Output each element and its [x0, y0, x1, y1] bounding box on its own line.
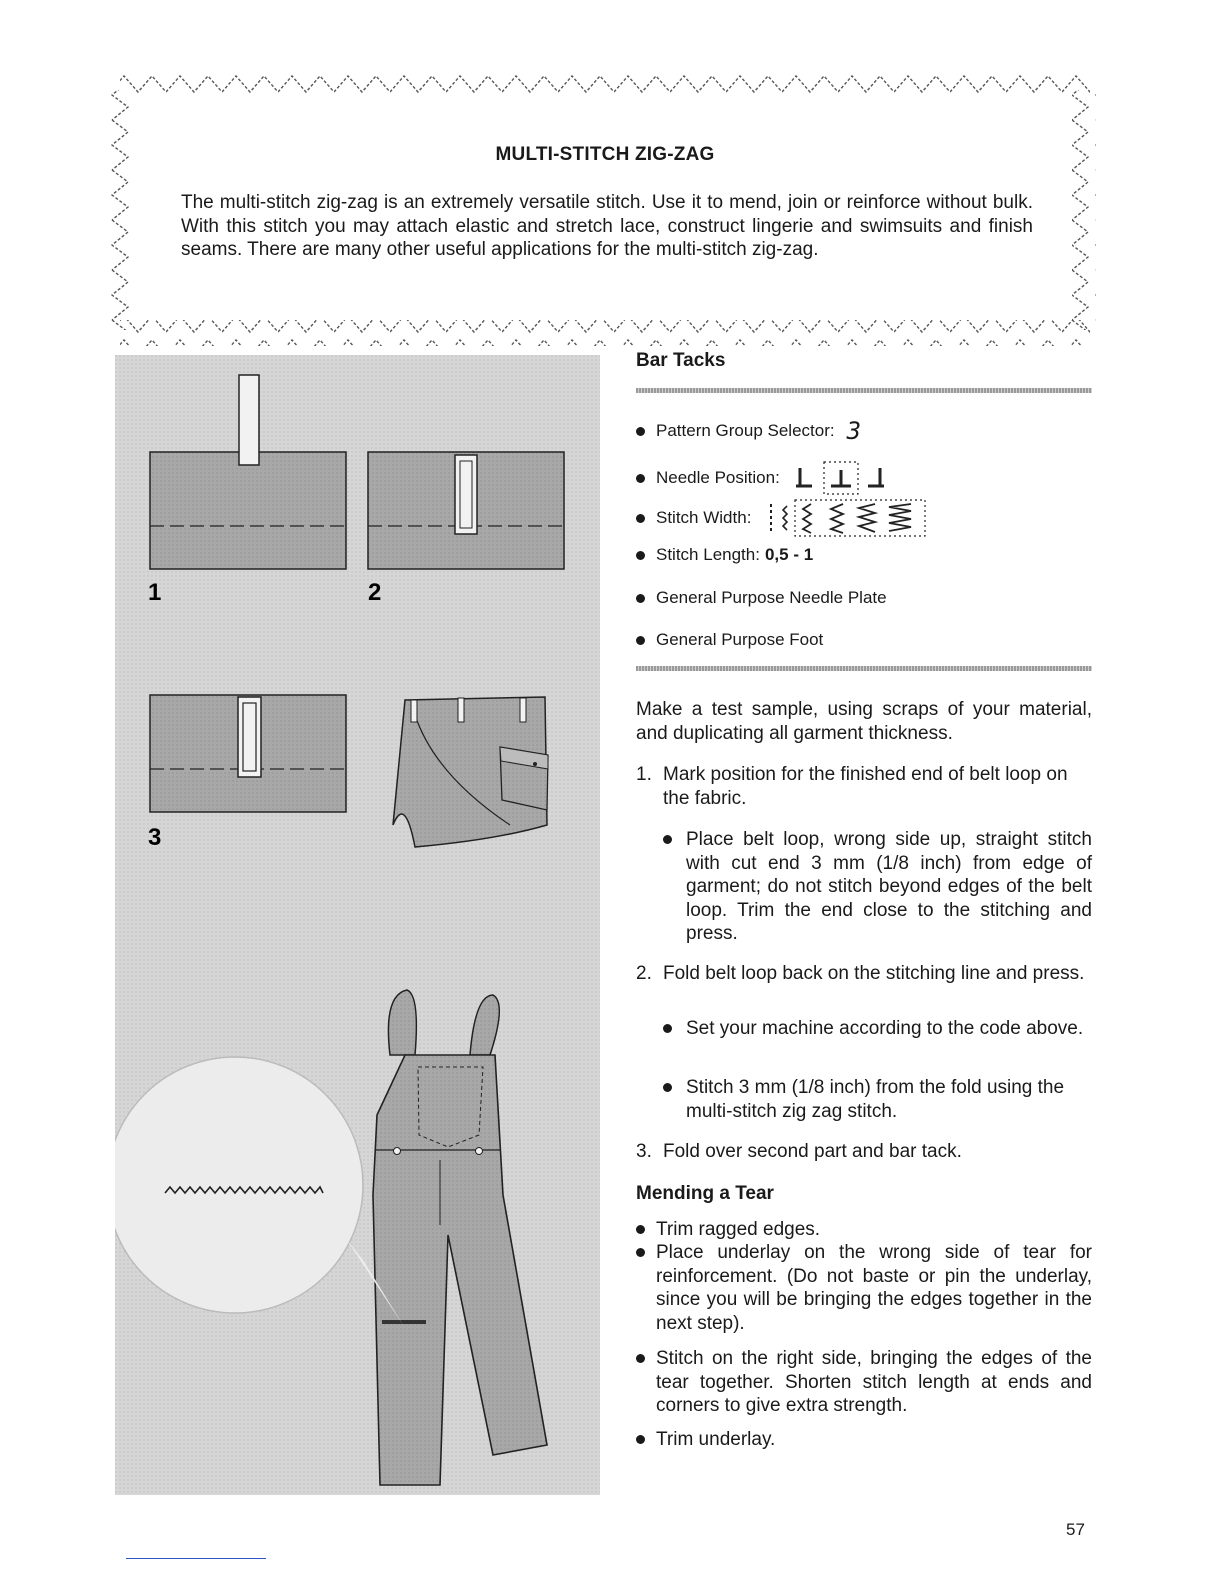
step-2-bullet-1: Set your machine according to the code above. [686, 1018, 1084, 1039]
stitch-length-value: 0,5 - 1 [764, 545, 814, 564]
bullet-dot [636, 427, 645, 436]
bullet-dot [636, 1248, 645, 1257]
setting-label: General Purpose Foot [656, 630, 824, 649]
setting-needle-position [636, 460, 889, 496]
figure-label-2: 2 [368, 579, 382, 606]
illustration-panel [115, 355, 600, 1495]
step-1-text: Mark position for the finished end of belt loop on the fabric. [663, 764, 1068, 809]
bullet-dot [636, 1435, 645, 1444]
bullet-dot [636, 474, 645, 483]
section-title: MULTI-STITCH ZIG-ZAG [495, 144, 715, 165]
figure-2-belt-loop-folded [368, 452, 564, 569]
setting-presser-foot [636, 630, 823, 650]
bullet-dot [636, 514, 645, 523]
bullet-dot [636, 594, 645, 603]
step-3-text: Fold over second part and bar tack. [663, 1141, 962, 1162]
bullet-dot [636, 551, 645, 560]
setting-label: Needle Position: [656, 468, 780, 487]
figure-label-1: 1 [148, 579, 162, 606]
bullet-dot [636, 1225, 645, 1234]
setting-stitch-length [636, 545, 813, 565]
figure-label-3: 3 [148, 824, 162, 851]
needle-position-icon [794, 460, 889, 496]
mending-heading: Mending a Tear [636, 1183, 774, 1204]
divider-top [636, 388, 1092, 393]
bullet-dot [663, 1083, 672, 1092]
setting-pattern-group [636, 417, 861, 445]
step-2-bullet-2: Stitch 3 mm (1/8 inch) from the fold using the multi-stitch zig zag stitch. [686, 1077, 1065, 1122]
mending-bullet-4: Trim underlay. [656, 1429, 776, 1450]
mending-bullet-3: Stitch on the right side, bringing the edges of the tear together. Shorten stitch length at ends and corners to give extra strength. [656, 1348, 1092, 1416]
setting-label: General Purpose Needle Plate [656, 588, 887, 607]
page-number: 57 [1066, 1520, 1085, 1539]
figure-3-belt-loop-bar-tacked [150, 695, 346, 812]
step-2-number: 2. [636, 963, 652, 984]
step-1-bullet-1: Place belt loop, wrong side up, straight stitch with cut end 3 mm (1/8 inch) from edge of garment; do not stitch beyond edges of the belt loop. Trim the end close to the stitching and press. [686, 829, 1092, 944]
bar-tacks-heading: Bar Tacks [636, 350, 726, 371]
setting-label: Pattern Group Selector: [656, 421, 835, 440]
bullet-dot [636, 1354, 645, 1363]
step-3-number: 3. [636, 1141, 652, 1162]
setting-needle-plate [636, 588, 887, 608]
bullet-dot [663, 1024, 672, 1033]
bullet-dot [663, 835, 672, 844]
setting-label: Stitch Length: [656, 545, 760, 564]
step-2-text: Fold belt loop back on the stitching line and press. [663, 963, 1085, 984]
mending-bullet-2: Place underlay on the wrong side of tear for reinforcement. (Do not baste or pin the underlay, since you will be bringing the edges together in the next step). [656, 1242, 1092, 1334]
trousers-pocket-illustration [393, 697, 548, 847]
divider-bottom [636, 666, 1092, 671]
test-sample-paragraph: Make a test sample, using scraps of your material, and duplicating all garment thickness. [636, 699, 1092, 744]
mending-bullet-1: Trim ragged edges. [656, 1219, 821, 1240]
pattern-group-3-icon: 3 [846, 417, 862, 445]
setting-stitch-width [636, 498, 930, 538]
setting-label: Stitch Width: [656, 508, 752, 527]
stitch-width-icon [765, 498, 930, 538]
step-1-number: 1. [636, 764, 652, 785]
footer-line [126, 1558, 266, 1559]
intro-paragraph: The multi-stitch zig-zag is an extremely versatile stitch. Use it to mend, join or reinforce without bulk. With this stitch you may attach elastic and stretch lace, construct lingerie and swimsuits and finish seams. There are many other useful applications for the multi-stitch zig-zag. [181, 192, 1033, 260]
bullet-dot [636, 636, 645, 645]
